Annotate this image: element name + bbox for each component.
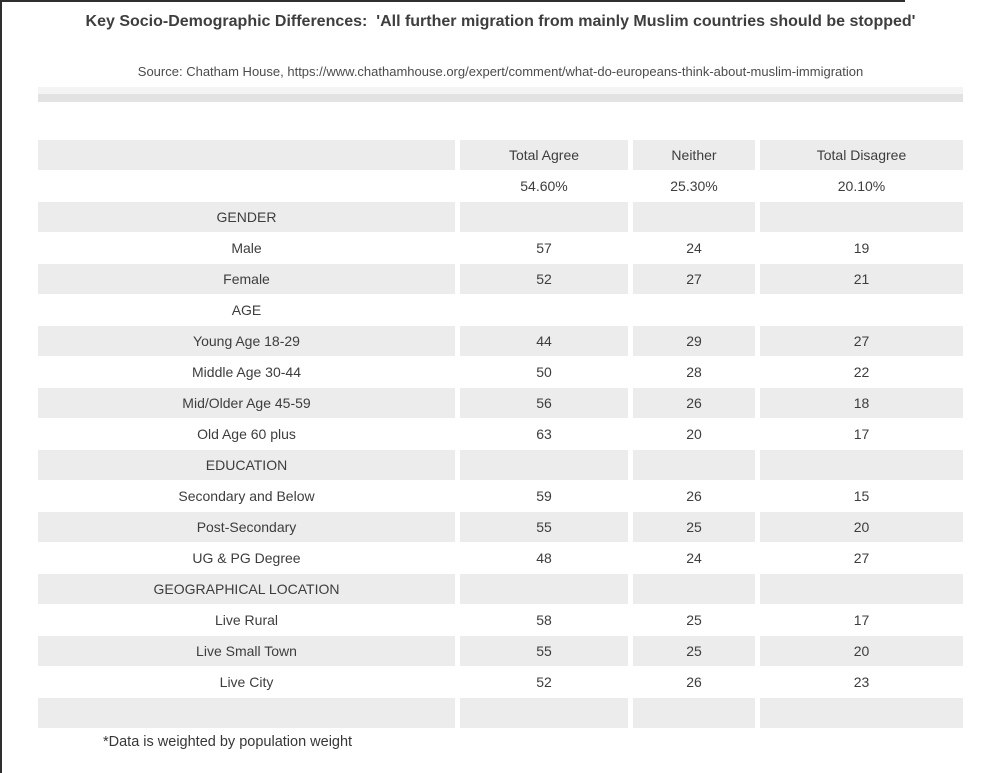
page-title: Key Socio-Demographic Differences: 'All further migration from mainly Muslim countries should be stopped' [85,13,916,30]
value-cell: 20 [760,512,963,542]
value-cell: 25 [633,512,755,542]
table-row [38,512,963,542]
row-label-cell: GENDER [38,202,455,232]
value-cell: 27 [633,264,755,294]
value-cell [760,698,963,728]
value-cell: 52 [460,264,628,294]
value-cell [760,574,963,604]
row-label-cell [38,171,455,201]
window-top-border [0,0,905,2]
table-section-row [38,450,963,480]
row-label-cell: UG & PG Degree [192,550,301,566]
table-section-row [38,574,963,604]
value-cell [633,698,755,728]
table-empty-row [38,698,963,728]
row-label-cell: Live Rural [214,612,279,628]
row-label-cell: GEOGRAPHICAL LOCATION [38,574,455,604]
value-cell: 23 [853,674,870,690]
row-label-cell: Old Age 60 plus [197,426,296,442]
value-cell: 21 [760,264,963,294]
table-section-row [38,202,963,232]
value-cell: 24 [686,550,702,566]
value-cell: 15 [853,488,870,504]
value-cell: 29 [633,326,755,356]
value-cell [633,202,755,232]
value-cell: 55 [460,636,628,666]
footnote: *Data is weighted by population weight [103,734,353,750]
value-cell: 24 [686,240,702,256]
table-row [38,388,963,418]
value-cell: 20 [760,636,963,666]
table-row [38,605,963,635]
value-cell: Total Agree [460,140,628,170]
row-label-cell: Middle Age 30-44 [192,364,301,380]
value-cell: 25 [686,612,702,628]
value-cell: 26 [633,388,755,418]
row-label-cell [38,698,455,728]
value-cell [760,295,963,325]
table-row [38,636,963,666]
source-line: Source: Chatham House, https://www.chathamhouse.org/expert/comment/what-do-europeans-think-about-muslim-immigration [137,64,864,79]
value-cell: 17 [853,426,870,442]
table-percent-row [38,171,963,201]
value-cell: 17 [853,612,870,628]
divider-bar [38,87,963,102]
value-cell: 58 [536,612,552,628]
window-left-border [0,0,2,773]
row-label-cell: AGE [231,302,262,318]
table-row [38,264,963,294]
row-label-cell: Mid/Older Age 45-59 [38,388,455,418]
value-cell: 22 [853,364,870,380]
value-cell [460,450,628,480]
value-cell: 25.30% [670,178,718,194]
table-row [38,233,963,263]
value-cell: 55 [460,512,628,542]
row-label-cell: Young Age 18-29 [38,326,455,356]
table-row [38,543,963,573]
value-cell: 44 [460,326,628,356]
row-label-cell: Live Small Town [38,636,455,666]
value-cell: 54.60% [520,178,568,194]
value-cell: 26 [686,674,702,690]
row-label-cell: Live City [219,674,274,690]
value-cell: 27 [853,550,870,566]
value-cell: 25 [633,636,755,666]
value-cell: 48 [536,550,552,566]
value-cell: 56 [460,388,628,418]
value-cell: 18 [760,388,963,418]
value-cell: Total Disagree [760,140,963,170]
table-row [38,667,963,697]
value-cell: Neither [633,140,755,170]
value-cell [760,202,963,232]
value-cell: 50 [536,364,552,380]
value-cell [460,698,628,728]
divider-bar-inner [38,94,963,102]
value-cell: 52 [536,674,552,690]
value-cell [633,574,755,604]
value-cell [633,450,755,480]
value-cell: 26 [686,488,702,504]
value-cell [633,295,755,325]
row-label-cell: Secondary and Below [178,488,315,504]
row-label-cell [38,140,455,170]
value-cell: 19 [853,240,870,256]
table-row [38,357,963,387]
row-label-cell: EDUCATION [38,450,455,480]
table-header-row [38,140,963,170]
row-label-cell: Male [231,240,262,256]
value-cell: 20.10% [837,178,886,194]
table-row [38,481,963,511]
value-cell [460,574,628,604]
table-row [38,419,963,449]
table-section-row [38,295,963,325]
value-cell: 63 [536,426,552,442]
table-row [38,326,963,356]
data-table [38,140,963,729]
value-cell: 57 [536,240,552,256]
row-label-cell: Female [38,264,455,294]
value-cell: 27 [760,326,963,356]
value-cell [460,202,628,232]
value-cell: 20 [686,426,702,442]
value-cell [760,450,963,480]
value-cell: 59 [536,488,552,504]
value-cell: 28 [686,364,702,380]
value-cell [460,295,628,325]
row-label-cell: Post-Secondary [38,512,455,542]
